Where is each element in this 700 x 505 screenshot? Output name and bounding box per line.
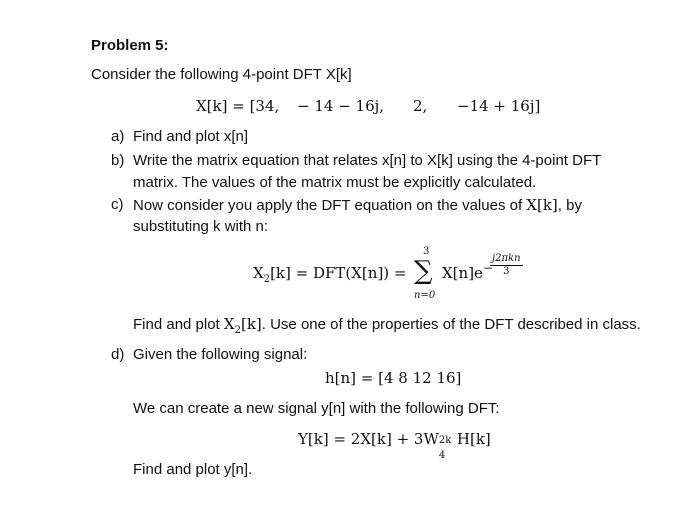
- eq-h: h[n] = [4 8 12 16]: [325, 369, 462, 387]
- eq-xk-lhs: X[k] = [34,: [196, 97, 280, 115]
- eq-xk-value-4: −14 + 16j]: [457, 97, 541, 115]
- eq-dft-term: X[n]e: [442, 264, 483, 282]
- part-c-find-math: [223, 315, 262, 336]
- problem-title: Problem 5:: [91, 37, 169, 54]
- summation-icon: ∑: [414, 256, 433, 286]
- eq-dft-lhs: [253, 264, 406, 285]
- part-a-text: Find and plot x[n]: [133, 128, 249, 145]
- part-d-line2: We can create a new signal y[n] with the following DFT:: [133, 400, 500, 417]
- eq-y: [298, 430, 491, 461]
- eq-dft-rest: [k] = DFT(X[n]) =: [270, 264, 407, 282]
- eq-y-sup: 2k: [438, 435, 452, 446]
- part-c-line2: substituting k with n:: [133, 218, 269, 235]
- part-c-find-text: Find and plot: [133, 316, 220, 333]
- part-c-find-x: X: [223, 315, 235, 333]
- part-b-line1: Write the matrix equation that relates x[n] to X[k] using the 4-point DFT: [133, 152, 602, 169]
- part-c-marker: c): [111, 196, 124, 213]
- part-c-find: [133, 315, 641, 336]
- eq-y-sub: 4: [438, 450, 446, 461]
- part-c-line1-tail: , by: [557, 197, 582, 214]
- eq-y-a: Y[k] = 2X[k] + 3W: [298, 430, 439, 448]
- part-c-line1-math: X[k]: [526, 196, 558, 214]
- eq-xk-value-3: 2,: [413, 97, 428, 115]
- part-c-find-tail: . Use one of the properties of the DFT described in class.: [261, 316, 641, 333]
- sum-lower-limit: n=0: [414, 290, 436, 301]
- part-c-line1-text: Now consider you apply the DFT equation on the values of: [133, 197, 523, 214]
- part-d-marker: d): [111, 346, 125, 363]
- part-d-final: Find and plot y[n].: [133, 461, 253, 478]
- part-c-find-sub: 2: [234, 325, 241, 336]
- exp-numerator: j2πkn: [492, 253, 521, 264]
- eq-xk-value-2: − 14 − 16j,: [297, 97, 385, 115]
- eq-dft-sub: 2: [263, 274, 271, 285]
- eq-dft-x: X: [253, 264, 264, 282]
- exp-sign: −: [483, 261, 494, 275]
- part-d-line1: Given the following signal:: [133, 346, 308, 363]
- exp-fraction: [490, 254, 523, 277]
- sum-upper-limit: 3: [423, 246, 430, 257]
- part-b-line2: matrix. The values of the matrix must be explicitly calculated.: [133, 174, 537, 191]
- part-b-marker: b): [111, 152, 125, 169]
- part-a-marker: a): [111, 128, 125, 145]
- exp-denominator: 3: [503, 266, 510, 277]
- eq-y-b: H[k]: [456, 430, 491, 448]
- problem-intro: Consider the following 4-point DFT X[k]: [91, 66, 352, 83]
- part-c-find-k: [k]: [240, 315, 262, 333]
- part-c-line1: [133, 196, 582, 214]
